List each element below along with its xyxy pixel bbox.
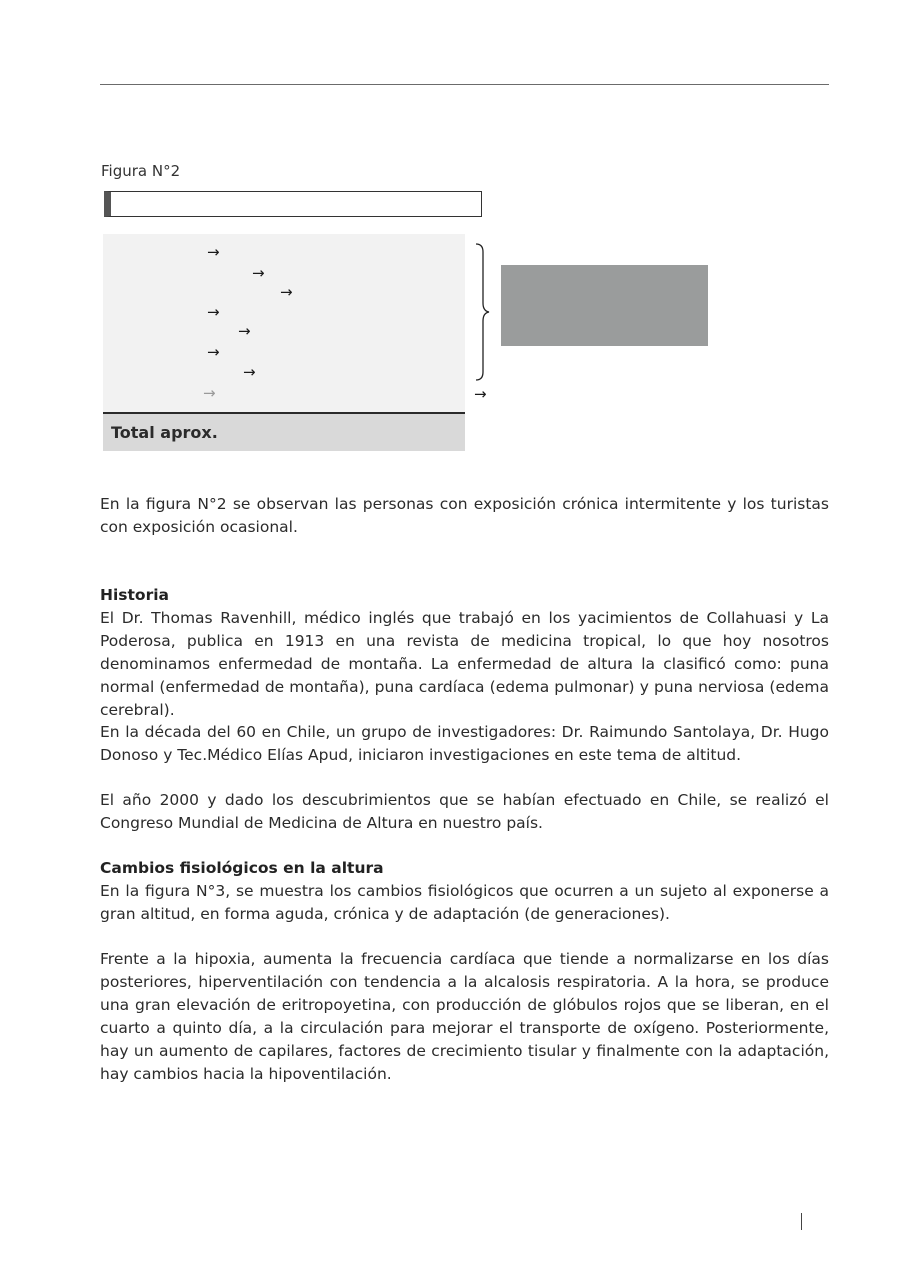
cambios-heading: Cambios fisiológicos en la altura <box>100 859 384 877</box>
figure-title-box <box>104 191 482 217</box>
cambios-paragraph-2: Frente a la hipoxia, aumenta la frecuencia cardíaca que tiende a normalizarse en los días posteriores, hiperventilación con tendencia a la alcalosis respiratoria. A la hora, se produce una gran elevación de eritropoyetina, con producción de glóbulos rojos que se liberan, en el cuarto a quinto día, a la circulación para mejorar el transporte de oxígeno. Posteriormente, hay un aumento de capilares, factores de crecimiento tisular y finalmente con la adaptación, hay cambios hacia la hipoventilación. <box>100 950 829 1083</box>
brace-arrow-icon: → <box>474 385 487 403</box>
row-arrow: → <box>252 264 265 282</box>
curly-brace-icon <box>474 243 494 381</box>
cambios-paragraph-1: En la figura N°3, se muestra los cambios fisiológicos que ocurren a un sujeto al exponerse a gran altitud, en forma aguda, crónica y de adaptación (de generaciones). <box>100 882 829 923</box>
figure-label: Figura N°2 <box>101 162 181 180</box>
row-arrow: → <box>243 363 256 381</box>
row-arrow: → <box>207 303 220 321</box>
historia-paragraph-1: El Dr. Thomas Ravenhill, médico inglés que trabajó en los yacimientos de Collahuasi y La Poderosa, publica en 1913 en una revista de medicina tropical, lo que hoy nosotros denominamos enfermedad de montaña. La enfermedad de altura la clasificó como: puna normal (enfermedad de montaña), puna cardíaca (edema pulmonar) y puna nerviosa (edema cerebral). <box>100 609 829 719</box>
row-arrow: → <box>207 243 220 261</box>
historia-paragraph-2: En la década del 60 en Chile, un grupo de investigadores: Dr. Raimundo Santolaya, Dr. Hugo Donoso y Tec.Médico Elías Apud, iniciaron investigaciones en este tema de altitud. <box>100 723 829 764</box>
figure-table <box>103 234 465 412</box>
total-row: Total aprox. <box>103 414 465 451</box>
page-marker <box>801 1213 802 1230</box>
row-arrow: → <box>207 343 220 361</box>
row-arrow: → <box>280 283 293 301</box>
historia-heading: Historia <box>100 586 169 604</box>
figure-caption-paragraph: En la figura N°2 se observan las personas con exposición crónica intermitente y los turistas con exposición ocasional. <box>100 495 829 536</box>
historia-paragraph-3: El año 2000 y dado los descubrimientos que se habían efectuado en Chile, se realizó el Congreso Mundial de Medicina de Altura en nuestro país. <box>100 791 829 832</box>
summary-gray-box <box>501 265 708 346</box>
header-rule <box>100 84 829 85</box>
row-arrow: → <box>238 322 251 340</box>
row-arrow: → <box>203 384 216 402</box>
